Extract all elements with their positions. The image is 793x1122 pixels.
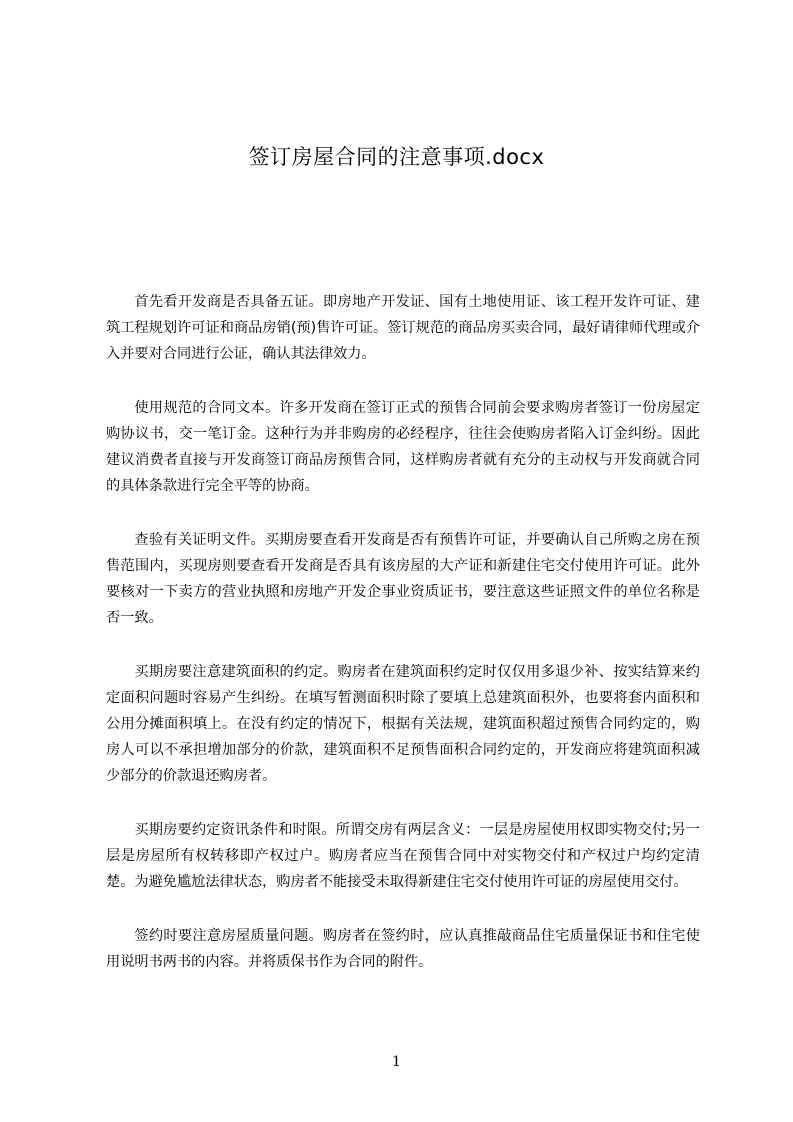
paragraph-floor-area: 买期房要注意建筑面积的约定。购房者在建筑面积约定时仅仅用多退少补、按实结算来约定面积问题时容易产生纠纷。在填写暂测面积时除了要填上总建筑面积外，也要将套内面积和公用分摊面积填上。在没有约定的情况下，根据有关法规，建筑面积超过预售合同约定的，购房人可以不承担增加部分的价款，建筑面积不足预售面积合同约定的，开发商应将建筑面积减少部分的价款退还购房者。: [106, 664, 700, 784]
paragraph-certificates: 查验有关证明文件。买期房要查看开发商是否有预售许可证，并要确认自己所购之房在预售范围内，买现房则要查看开发商是否具有该房屋的大产证和新建住宅交付使用许可证。此外要核对一下卖方的营业执照和房地产开发企事业资质证书，要注意这些证照文件的单位名称是否一致。: [106, 532, 700, 626]
paragraph-quality: 签约时要注意房屋质量问题。购房者在签约时，应认真推敲商品住宅质量保证书和住宅使用说明书两书的内容。并将质保书作为合同的附件。: [106, 928, 700, 970]
document-title: 签订房屋合同的注意事项.docx: [248, 145, 545, 169]
paragraph-delivery-terms: 买期房要约定资讯条件和时限。所谓交房有两层含义：一层是房屋使用权即实物交付;另一层是房屋所有权转移即产权过户。购房者应当在预售合同中对实物交付和产权过户均约定清楚。为避免尴尬法律状态，购房者不能接受未取得新建住宅交付使用许可证的房屋使用交付。: [106, 822, 700, 890]
paragraph-contract-text: 使用规范的合同文本。许多开发商在签订正式的预售合同前会要求购房者签订一份房屋定购协议书，交一笔订金。这种行为并非购房的必经程序，往往会使购房者陷入订金纠纷。因此建议消费者直接与开发商签订商品房预售合同，这样购房者就有充分的主动权与开发商就合同的具体条款进行完全平等的协商。: [106, 400, 700, 494]
document-body: [106, 289, 700, 1003]
paragraph-qualifications: 首先看开发商是否具备五证。即房地产开发证、国有土地使用证、该工程开发许可证、建筑工程规划许可证和商品房销(预)售许可证。签订规范的商品房买卖合同，最好请律师代理或介入并要对合同进行公证，确认其法律效力。: [106, 294, 700, 362]
page-number: 1: [392, 1054, 401, 1070]
